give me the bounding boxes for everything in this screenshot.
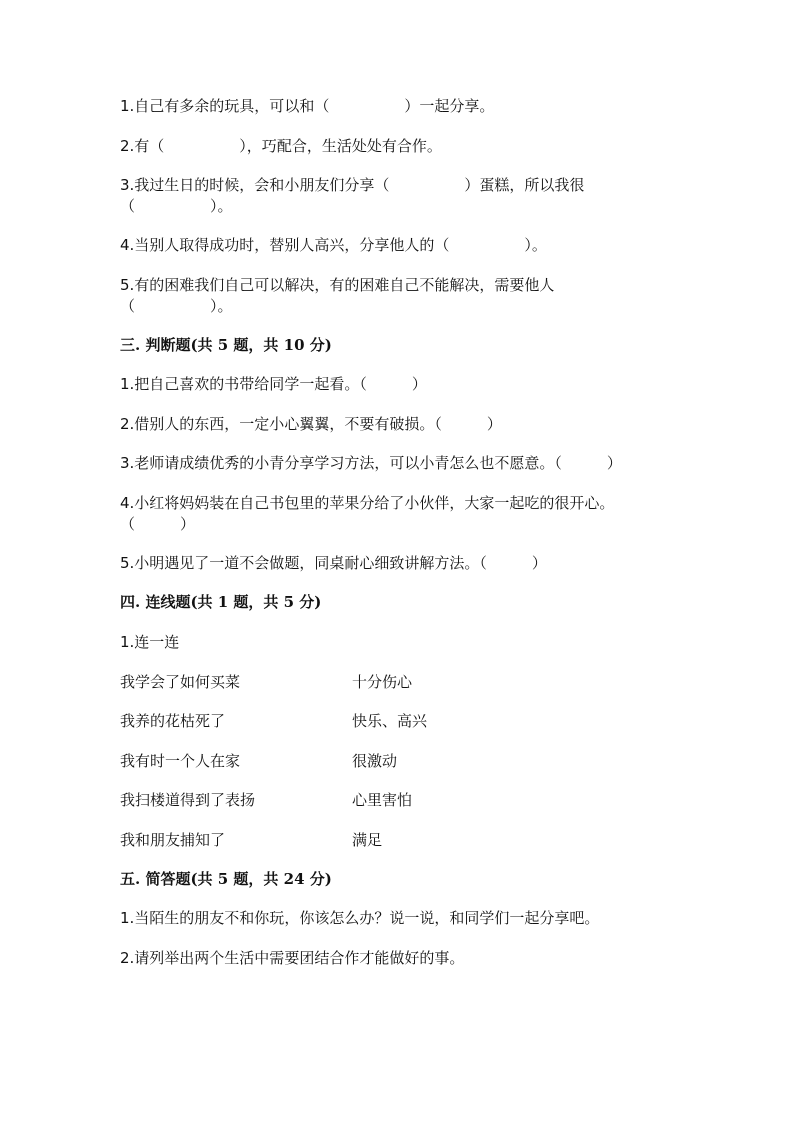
judge-item-5: 5.小明遇见了一道不会做题，同桌耐心细致讲解方法。（ ） xyxy=(120,554,547,572)
matching-left-4: 我扫楼道得到了表扬 xyxy=(120,791,256,809)
matching-left-2: 我养的花枯死了 xyxy=(120,712,226,730)
matching-prompt: 1.连一连 xyxy=(120,633,180,651)
matching-right-4: 心里害怕 xyxy=(352,791,413,809)
fill-item-5-line-1: 5.有的困难我们自己可以解决，有的困难自己不能解决，需要他人 xyxy=(120,276,555,294)
matching-right-5: 满足 xyxy=(352,831,383,849)
matching-right-2: 快乐、高兴 xyxy=(352,712,428,730)
fill-item-5-line-2: （ ）。 xyxy=(120,297,233,315)
matching-left-1: 我学会了如何买菜 xyxy=(120,673,241,691)
fill-item-3-line-2: （ ）。 xyxy=(120,197,233,215)
short-answer-item-2: 2.请列举出两个生活中需要团结合作才能做好的事。 xyxy=(120,949,465,967)
fill-item-2-line-1: 2.有（ ），巧配合，生活处处有合作。 xyxy=(120,137,442,155)
matching-right-3: 很激动 xyxy=(352,752,398,770)
fill-item-3-line-1: 3.我过生日的时候，会和小朋友们分享（ ）蛋糕，所以我很 xyxy=(120,176,585,194)
section-heading-judge: 三. 判断题(共 5 题，共 10 分) xyxy=(120,336,332,354)
fill-item-1-line-1: 1.自己有多余的玩具，可以和（ ）一起分享。 xyxy=(120,97,495,115)
judge-item-4-line-2: （ ） xyxy=(120,515,196,533)
judge-item-2: 2.借别人的东西，一定小心翼翼，不要有破损。（ ） xyxy=(120,415,502,433)
section-heading-matching: 四. 连线题(共 1 题，共 5 分) xyxy=(120,593,322,611)
short-answer-item-1: 1.当陌生的朋友不和你玩，你该怎么办？说一说，和同学们一起分享吧。 xyxy=(120,909,600,927)
matching-left-3: 我有时一个人在家 xyxy=(120,752,241,770)
judge-item-3: 3.老师请成绩优秀的小青分享学习方法，可以小青怎么也不愿意。（ ） xyxy=(120,454,622,472)
fill-item-4-line-1: 4.当别人取得成功时，替别人高兴，分享他人的（ ）。 xyxy=(120,236,547,254)
judge-item-4-line-1: 4.小红将妈妈装在自己书包里的苹果分给了小伙伴，大家一起吃的很开心。 xyxy=(120,494,615,512)
section-heading-short-answer: 五. 简答题(共 5 题，共 24 分) xyxy=(120,870,332,888)
matching-right-1: 十分伤心 xyxy=(352,673,413,691)
judge-item-1: 1.把自己喜欢的书带给同学一起看。（ ） xyxy=(120,375,427,393)
matching-left-5: 我和朋友捕知了 xyxy=(120,831,226,849)
